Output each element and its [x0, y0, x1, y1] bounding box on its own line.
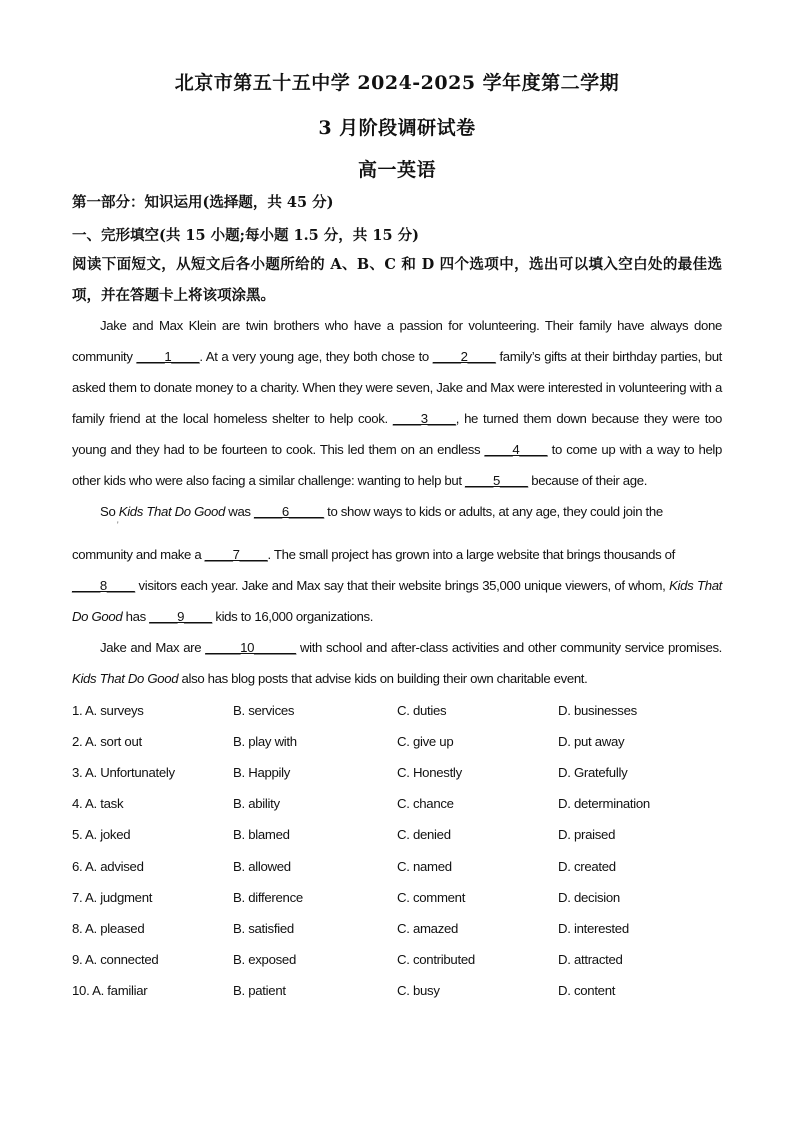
question-row: [72, 734, 722, 754]
option-b: B. exposed: [233, 952, 296, 967]
passage-text: . At a very young age, they both chose to: [199, 349, 433, 364]
passage-text: also has blog posts that advise kids on building their own charitable event.: [178, 671, 588, 686]
school-title: 北京市第五十五中学 2024-2025 学年度第二学期: [174, 72, 620, 94]
cloze-section-heading: 一、完形填空(共 15 小题;每小题 1.5 分，共 15 分): [72, 227, 419, 244]
option-b: B. difference: [233, 890, 303, 905]
option-b: B. Happily: [233, 765, 291, 780]
option-c: C. named: [397, 859, 452, 874]
blank-9: ____9____: [149, 609, 213, 624]
option-a: 7. A. judgment: [72, 890, 153, 905]
blank-2: ____2____: [432, 349, 496, 364]
option-b: B. services: [233, 703, 295, 718]
blank-10: _____10______: [205, 640, 296, 655]
option-a: 4. A. task: [72, 796, 124, 811]
blank-1: ____1____: [136, 349, 200, 364]
option-c: C. amazed: [397, 921, 459, 936]
exam-title: 3 月阶段调研试卷: [318, 117, 476, 139]
question-row: [72, 796, 722, 816]
option-b: B. satisfied: [233, 921, 294, 936]
passage-text: . The small project has grown into a large website that brings thousands of: [267, 547, 675, 562]
option-c: C. chance: [397, 796, 454, 811]
cloze-instructions: 阅读下面短文，从短文后各小题所给的 A、B、C 和 D 四个选项中，选出可以填入空白处的最佳选项，并在答题卡上将该项涂黑。: [72, 256, 722, 304]
option-b: B. patient: [233, 983, 286, 998]
option-d: D. put away: [558, 734, 625, 749]
passage-text: has: [122, 609, 150, 624]
passage-paragraph-2-rest: [72, 570, 722, 632]
passage-text: Jake and Max Klein are twin brothers who have a passion for volunteering. Their family have always done community: [72, 318, 722, 364]
option-c: C. contributed: [397, 952, 475, 967]
passage-text: So: [100, 504, 119, 519]
passage-text: was: [224, 504, 254, 519]
option-a: 6. A. advised: [72, 859, 144, 874]
option-b: B. allowed: [233, 859, 291, 874]
option-b: B. ability: [233, 796, 280, 811]
blank-6: ____6_____: [253, 504, 324, 519]
passage-text: kids to 16,000 organizations.: [212, 609, 374, 624]
option-d: D. decision: [558, 890, 620, 905]
question-row: [72, 859, 722, 879]
question-row: [72, 952, 722, 972]
passage-text: with school and after-class activities and other community service promises.: [295, 640, 722, 655]
site-name: Kids That Do Good: [72, 578, 722, 624]
option-c: C. duties: [397, 703, 447, 718]
passage-text: visitors each year. Jake and Max say that their website brings 35,000 unique viewers, of whom,: [134, 578, 670, 593]
blank-5: ____5____: [465, 473, 528, 488]
option-d: D. interested: [558, 921, 629, 936]
option-c: C. Honestly: [397, 765, 462, 780]
passage-paragraph-2-line-2: [72, 547, 722, 562]
option-d: D. praised: [558, 827, 616, 842]
option-a: 5. A. joked: [72, 827, 131, 842]
option-d: D. determination: [558, 796, 650, 811]
passage-text: Jake and Max are: [100, 640, 206, 655]
option-a: 9. A. connected: [72, 952, 159, 967]
question-row: [72, 765, 722, 785]
question-row: [72, 890, 722, 910]
option-a: 3. A. Unfortunately: [72, 765, 175, 780]
option-a: 2. A. sort out: [72, 734, 142, 749]
option-b: B. blamed: [233, 827, 290, 842]
question-row: [72, 983, 722, 1003]
option-c: C. comment: [397, 890, 466, 905]
stray-mark: ': [117, 520, 119, 530]
site-name: Kids That Do Good: [118, 504, 225, 519]
passage-paragraph-1: [72, 310, 722, 496]
blank-7: ____7____: [204, 547, 268, 562]
blank-3: ____3____: [392, 411, 456, 426]
passage-paragraph-3: [72, 632, 722, 694]
passage-text: to show ways to kids or adults, at any age, they could join the: [323, 504, 663, 519]
option-c: C. denied: [397, 827, 451, 842]
passage-text: because of their age.: [527, 473, 648, 488]
option-c: C. busy: [397, 983, 440, 998]
option-a: 8. A. pleased: [72, 921, 145, 936]
passage-text: community and make a: [72, 547, 205, 562]
part-one-heading: 第一部分：知识运用(选择题，共 45 分): [72, 194, 334, 211]
option-d: D. Gratefully: [558, 765, 628, 780]
question-row: [72, 827, 722, 847]
passage-paragraph-2-line-1: [72, 504, 722, 519]
passage-text: family’s gifts at their birthday parties, but asked them to donate money to a charity. When they were seven, Jake and Max were interested in volunteering with a family friend at the local homeless shelter to help cook.: [72, 349, 722, 426]
blank-8: ____8____: [72, 578, 135, 593]
option-c: C. give up: [397, 734, 454, 749]
question-row: [72, 921, 722, 941]
option-a: 1. A. surveys: [72, 703, 144, 718]
option-b: B. play with: [233, 734, 297, 749]
option-d: D. businesses: [558, 703, 637, 718]
question-row: [72, 703, 722, 723]
option-a: 10. A. familiar: [72, 983, 148, 998]
passage-text: to come up with a way to help other kids who were also facing a similar challenge: wanting to help but: [72, 442, 722, 488]
subject-title: 高一英语: [357, 159, 436, 181]
passage-text: , he turned them down because they were too young and they had to be fourteen to cook. This led them on an endless: [72, 411, 722, 457]
blank-4: ____4____: [484, 442, 548, 457]
option-d: D. created: [558, 859, 616, 874]
site-name: Kids That Do Good: [72, 671, 179, 686]
option-d: D. content: [558, 983, 616, 998]
option-d: D. attracted: [558, 952, 623, 967]
